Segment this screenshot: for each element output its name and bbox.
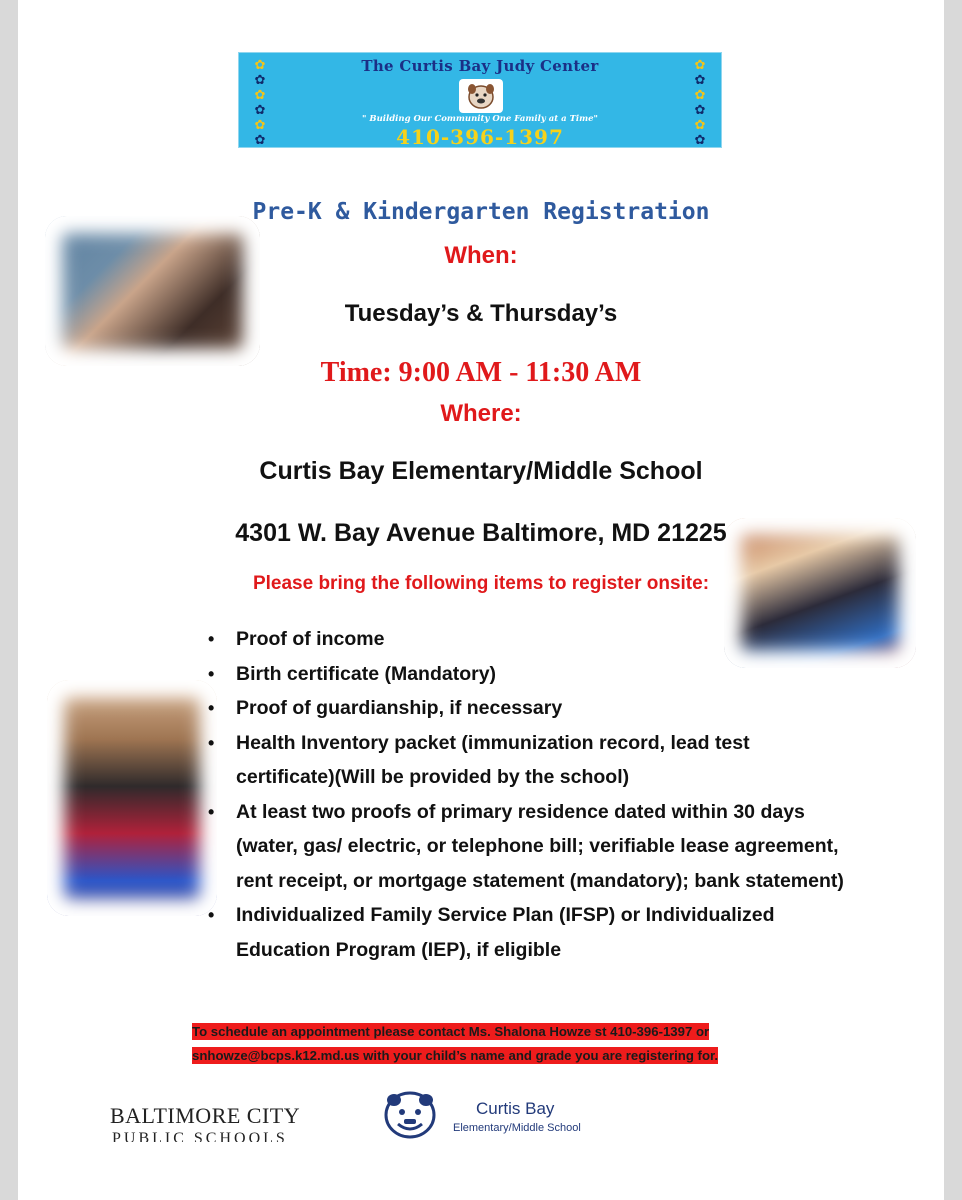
- when-label: When:: [444, 242, 518, 269]
- contact-notice: [192, 1020, 772, 1068]
- banner-phone: 410-396-1397: [396, 125, 564, 149]
- registration-time: Time: 9:00 AM - 11:30 AM: [320, 357, 642, 388]
- judy-center-banner: [238, 52, 722, 148]
- registration-heading: Pre-K & Kindergarten Registration: [252, 199, 710, 225]
- bcps-logo-line2: PUBLIC SCHOOLS: [112, 1130, 288, 1142]
- list-item: • At least two proofs of primary residence dated within 30 days (water, gas/ electric, or telephone bill; verifiable lease agreement, rent receipt, or mortgage statement (mandatory); bank statement): [208, 795, 848, 899]
- contact-text: To schedule an appointment please contact Ms. Shalona Howze st 410-396-1397 or snhowze@bcps.k12.md.us with your child’s name and grade you are registering for.: [192, 1024, 719, 1063]
- school-logo-name: Curtis Bay: [476, 1099, 555, 1118]
- bulldog-logo-icon: [380, 1088, 440, 1140]
- banner-title: The Curtis Bay Judy Center: [361, 57, 599, 75]
- bulldog-mascot-icon: [459, 79, 503, 113]
- list-item: • Proof of guardianship, if necessary: [208, 691, 848, 726]
- list-item: • Health Inventory packet (immunization record, lead test certificate)(Will be provided by the school): [208, 726, 848, 795]
- paw-print-icon: ✿ ✿ ✿ ✿ ✿ ✿: [694, 57, 706, 147]
- banner-tagline: " Building Our Community One Family at a Time": [362, 114, 598, 124]
- required-items-list: [208, 622, 848, 967]
- school-name: Curtis Bay Elementary/Middle School: [259, 457, 703, 485]
- paw-print-icon: ✿ ✿ ✿ ✿ ✿ ✿: [254, 57, 266, 147]
- school-logo-subtitle: Elementary/Middle School: [453, 1122, 581, 1134]
- bring-items-intro: Please bring the following items to register onsite:: [252, 573, 710, 594]
- list-item: • Individualized Family Service Plan (IFSP) or Individualized Education Program (IEP), if eligible: [208, 898, 848, 967]
- list-item: • Proof of income: [208, 622, 848, 657]
- list-item: • Birth certificate (Mandatory): [208, 657, 848, 692]
- bcps-logo-line1: BALTIMORE CITY: [110, 1103, 301, 1128]
- where-label: Where:: [440, 400, 522, 427]
- children-group-photo: [45, 216, 260, 366]
- teacher-with-children-photo: [47, 680, 217, 916]
- registration-days: Tuesday’s & Thursday’s: [344, 300, 618, 327]
- school-address: 4301 W. Bay Avenue Baltimore, MD 21225: [235, 519, 727, 547]
